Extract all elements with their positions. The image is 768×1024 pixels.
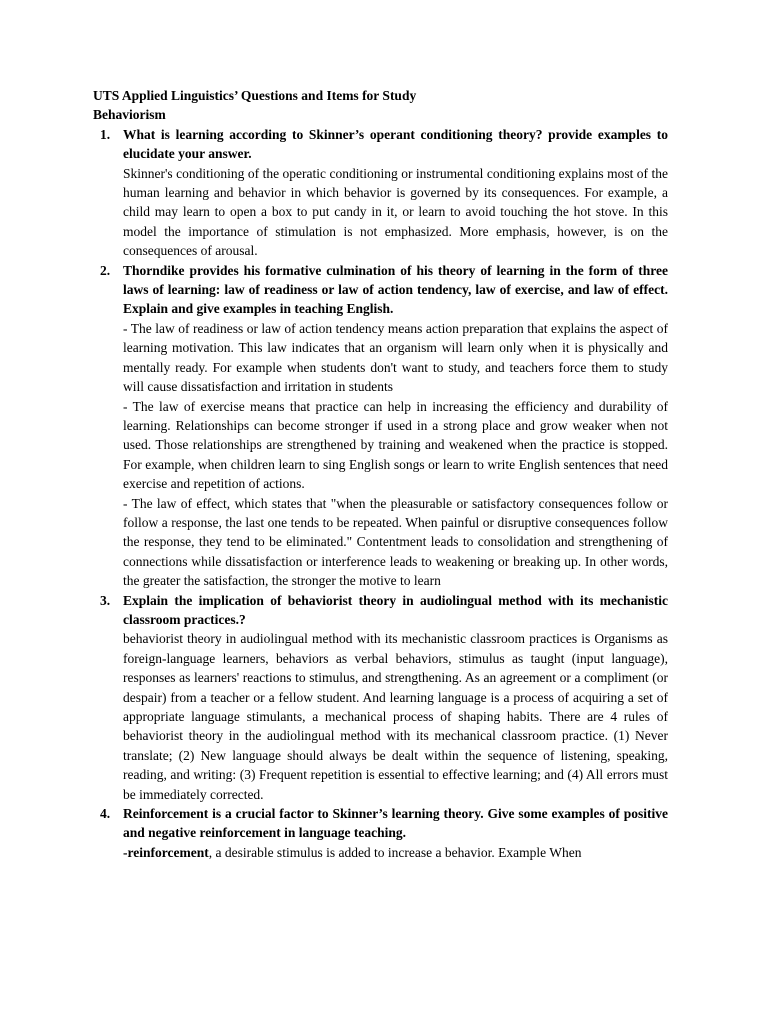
answer-paragraph: - The law of readiness or law of action tendency means action preparation that explains the aspect of learning motivation. This law indicates that an organism will learn only when it is physically and mentally ready. For example when students don't want to study, and teachers force them to study will cause dissatisfaction and irritation in students bbox=[123, 320, 668, 395]
question-text: Explain the implication of behaviorist theory in audiolingual method with its mechanistic classroom practices.? bbox=[123, 592, 668, 627]
answer-text: , a desirable stimulus is added to increase a behavior. Example When bbox=[208, 844, 582, 860]
bold-term: -reinforcement bbox=[123, 844, 209, 860]
question-number: 2. bbox=[100, 262, 111, 278]
question-number: 1. bbox=[100, 126, 111, 142]
question-item-2 bbox=[93, 261, 668, 591]
question-text: What is learning according to Skinner’s operant conditioning theory? provide examples to elucidate your answer. bbox=[123, 126, 668, 162]
answer-paragraph: Skinner's conditioning of the operatic conditioning or instrumental conditioning explains most of the human learning and behavior in which behavior is governed by its consequences. For example, a child may learn to open a box to put candy in it, or learn to avoid touching the hot stove. In this model the importance of stimulation is not emphasized. More emphasis, however, is on the consequences of arousal. bbox=[123, 165, 668, 259]
question-number: 4. bbox=[100, 806, 111, 822]
document-body bbox=[93, 86, 668, 862]
section-heading: Behaviorism bbox=[93, 107, 166, 123]
question-text: Thorndike provides his formative culmination of his theory of learning in the form of three laws of learning: law of readiness or law of action tendency, law of exercise, and law of effect. Explain and give examples in teaching English. bbox=[123, 262, 668, 317]
question-item-4 bbox=[93, 804, 668, 862]
question-list bbox=[93, 125, 668, 862]
question-text: Reinforcement is a crucial factor to Skinner’s learning theory. Give some examples of positive and negative reinforcement in language teaching. bbox=[123, 806, 668, 841]
answer-paragraph bbox=[123, 843, 668, 862]
question-number: 3. bbox=[100, 592, 111, 608]
answer-paragraph: - The law of exercise means that practice can help in increasing the efficiency and durability of learning. Relationships can become stronger if used in a strong place and grow weaker when not used. Those relationships are strengthened by training and weakened when the practice is stopped. For example, when children learn to sing English songs or learn to write English sentences that need exercise and repetition of actions. bbox=[123, 398, 668, 492]
answer-paragraph: behaviorist theory in audiolingual method with its mechanistic classroom practices is Organisms as foreign-language learners, behaviors as verbal behaviors, stimulus as taught (input language), responses as learners' reactions to stimulus, and strengthening. As an agreement or a compliment (or despair) from a teacher or a fellow student. And learning language is a process of acquiring a set of appropriate language stimulants, a mechanical process of shaping habits. There are 4 rules of behaviorist theory in the audiolingual method with its mechanical classroom practice. (1) Never translate; (2) New language should always be dealt within the sequence of listening, speaking, reading, and writing: (3) Frequent repetition is essential to effective learning; and (4) All errors must be immediately corrected. bbox=[123, 631, 668, 802]
answer-paragraph: - The law of effect, which states that "when the pleasurable or satisfactory consequences follow or follow a response, the last one tends to be repeated. When painful or disruptive consequences follow the response, they tend to be eliminated." Contentment leads to consolidation and strengthening of connections while dissatisfaction or interference leads to weakening or breaking up. In other words, the greater the satisfaction, the stronger the motive to learn bbox=[123, 495, 668, 589]
question-item-3 bbox=[93, 591, 668, 804]
question-item-1 bbox=[93, 125, 668, 261]
document-title: UTS Applied Linguistics’ Questions and Items for Study bbox=[93, 88, 417, 103]
